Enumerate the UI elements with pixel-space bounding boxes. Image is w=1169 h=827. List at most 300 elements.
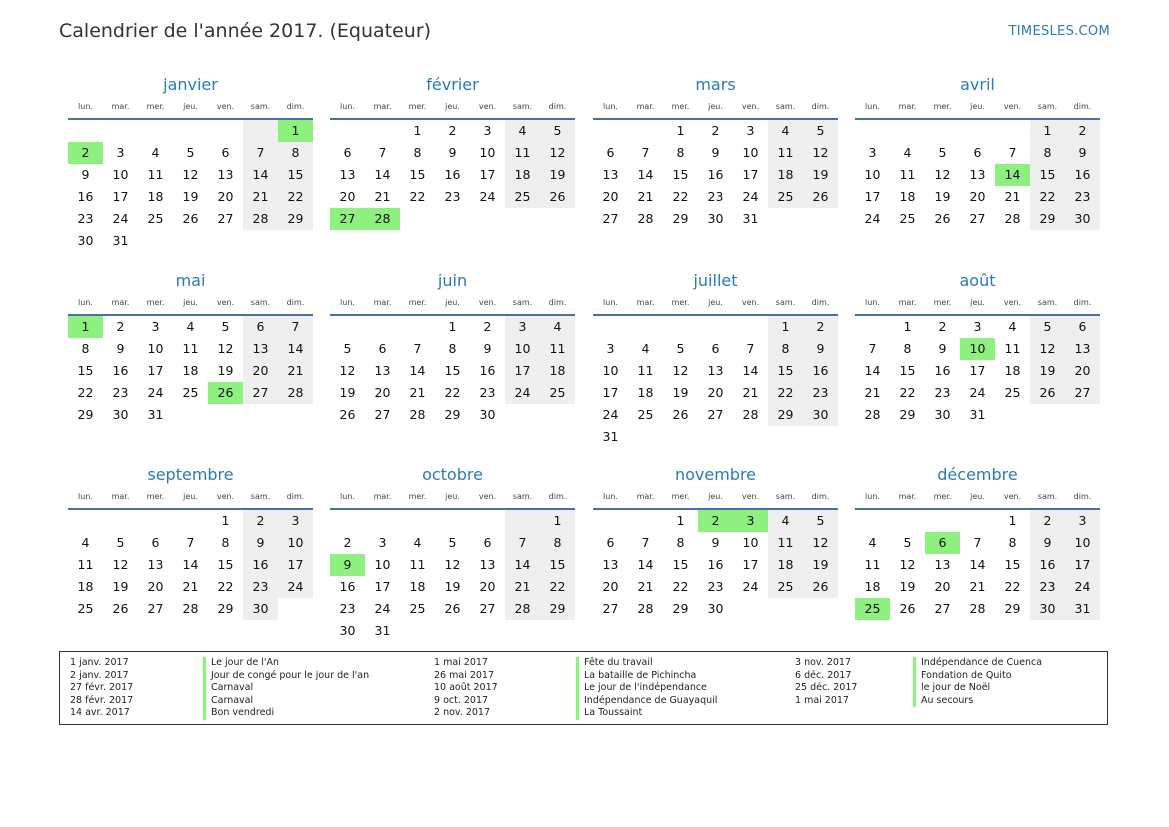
day-cell: 20: [1065, 360, 1100, 382]
day-cell: 26: [112, 601, 129, 616]
weekday-label: dim.: [548, 492, 567, 501]
day-cell: 19: [934, 189, 951, 204]
weekday-label: mer.: [671, 102, 690, 111]
day-grid: [330, 316, 575, 426]
day-cell: 1: [903, 319, 912, 334]
day-cell: 24: [864, 211, 881, 226]
weekday-label: mer.: [933, 492, 952, 501]
legend-date: 25 déc. 2017: [795, 682, 858, 694]
day-grid: [68, 510, 313, 620]
empty-cell: [68, 120, 103, 142]
weekday-header: [593, 486, 838, 510]
day-cell: 5: [803, 120, 838, 142]
day-cell: 22: [672, 189, 689, 204]
day-cell: 13: [479, 557, 496, 572]
day-cell: 6: [606, 535, 615, 550]
day-cell: 11: [182, 341, 199, 356]
empty-cell: [628, 120, 663, 142]
day-grid: [68, 120, 313, 252]
day-cell: 15: [672, 167, 689, 182]
day-cell: 5: [186, 145, 195, 160]
day-cell: 11: [505, 142, 540, 164]
day-cell: 12: [672, 363, 689, 378]
day-cell: 29: [217, 601, 234, 616]
day-cell: 15: [672, 557, 689, 572]
day-cell: 25: [77, 601, 94, 616]
empty-cell: [593, 120, 628, 142]
empty-cell: [138, 120, 173, 142]
day-grid: [593, 120, 838, 230]
day-cell: 31: [1065, 598, 1100, 620]
weekday-label: sam.: [775, 102, 796, 111]
day-cell: 29: [1030, 208, 1065, 230]
day-cell: 23: [479, 385, 496, 400]
weekday-label: jeu.: [183, 102, 198, 111]
day-cell: 27: [330, 208, 365, 230]
day-cell: 22: [77, 385, 94, 400]
day-cell: 21: [637, 189, 654, 204]
day-cell: 28: [742, 407, 759, 422]
empty-cell: [995, 120, 1030, 142]
day-cell: 28: [182, 601, 199, 616]
day-cell: 3: [378, 535, 387, 550]
empty-cell: [890, 120, 925, 142]
day-cell: 9: [116, 341, 125, 356]
day-cell: 5: [343, 341, 352, 356]
weekday-label: jeu.: [445, 298, 460, 307]
day-cell: 8: [278, 142, 313, 164]
empty-cell: [628, 426, 663, 448]
weekday-label: mar.: [373, 492, 392, 501]
day-cell: 19: [112, 579, 129, 594]
empty-cell: [540, 620, 575, 642]
day-cell: 22: [444, 385, 461, 400]
legend-name: Le jour de l'An: [211, 657, 280, 668]
day-cell: 21: [182, 579, 199, 594]
day-cell: 1: [413, 123, 422, 138]
day-cell: 21: [864, 385, 881, 400]
weekday-label: dim.: [286, 102, 305, 111]
day-cell: 6: [483, 535, 492, 550]
day-cell: 23: [707, 189, 724, 204]
day-cell: 29: [540, 598, 575, 620]
day-cell: 26: [540, 186, 575, 208]
weekday-header: [855, 486, 1100, 510]
empty-cell: [855, 510, 890, 532]
weekday-label: sam.: [250, 102, 271, 111]
weekday-label: jeu.: [183, 492, 198, 501]
day-cell: 26: [339, 407, 356, 422]
day-cell: 4: [81, 535, 90, 550]
weekday-label: lun.: [865, 298, 880, 307]
month-11: [593, 464, 838, 620]
day-cell: 17: [112, 189, 129, 204]
day-cell: 18: [182, 363, 199, 378]
legend-date: 14 avr. 2017: [70, 707, 130, 719]
empty-cell: [243, 230, 278, 252]
weekday-label: lun.: [865, 492, 880, 501]
day-cell: 17: [278, 554, 313, 576]
day-cell: 2: [1065, 120, 1100, 142]
empty-cell: [768, 598, 803, 620]
day-cell: 31: [602, 429, 619, 444]
day-cell: 8: [768, 338, 803, 360]
empty-cell: [593, 316, 628, 338]
day-cell: 10: [479, 145, 496, 160]
day-cell: 21: [1004, 189, 1021, 204]
day-grid: [855, 316, 1100, 426]
day-cell: 17: [505, 360, 540, 382]
day-cell: 14: [864, 363, 881, 378]
day-cell: 19: [444, 579, 461, 594]
day-cell: 25: [409, 601, 426, 616]
weekday-header: [330, 96, 575, 120]
day-cell: 26: [934, 211, 951, 226]
day-cell: 31: [112, 233, 129, 248]
weekday-label: ven.: [741, 298, 760, 307]
day-cell: 23: [1065, 186, 1100, 208]
weekday-label: lun.: [603, 298, 618, 307]
day-cell: 18: [77, 579, 94, 594]
day-cell: 28: [409, 407, 426, 422]
day-cell: 6: [925, 532, 960, 554]
day-cell: 24: [742, 579, 759, 594]
empty-cell: [505, 404, 540, 426]
day-cell: 8: [540, 532, 575, 554]
day-cell: 23: [1030, 576, 1065, 598]
empty-cell: [698, 316, 733, 338]
day-cell: 16: [707, 167, 724, 182]
day-cell: 26: [182, 211, 199, 226]
day-cell: 3: [151, 319, 160, 334]
day-cell: 20: [374, 385, 391, 400]
weekday-label: mer.: [933, 298, 952, 307]
day-cell: 16: [479, 363, 496, 378]
day-cell: 21: [278, 360, 313, 382]
empty-cell: [400, 208, 435, 230]
legend-name: Au secours: [921, 694, 974, 706]
weekday-label: sam.: [250, 492, 271, 501]
day-cell: 8: [413, 145, 422, 160]
weekday-label: mar.: [373, 298, 392, 307]
day-cell: 19: [672, 385, 689, 400]
day-cell: 18: [864, 579, 881, 594]
day-cell: 9: [711, 145, 720, 160]
weekday-label: dim.: [1073, 298, 1092, 307]
day-cell: 27: [602, 211, 619, 226]
weekday-label: sam.: [1037, 492, 1058, 501]
day-cell: 5: [903, 535, 912, 550]
day-cell: 24: [112, 211, 129, 226]
empty-cell: [435, 208, 470, 230]
day-cell: 22: [217, 579, 234, 594]
day-cell: 10: [278, 532, 313, 554]
day-cell: 14: [409, 363, 426, 378]
day-cell: 30: [803, 404, 838, 426]
day-cell: 23: [77, 211, 94, 226]
day-cell: 14: [243, 164, 278, 186]
empty-cell: [400, 316, 435, 338]
empty-cell: [628, 316, 663, 338]
day-cell: 23: [803, 382, 838, 404]
day-cell: 25: [147, 211, 164, 226]
day-cell: 7: [641, 535, 650, 550]
day-cell: 8: [448, 341, 457, 356]
day-cell: 20: [147, 579, 164, 594]
day-cell: 4: [151, 145, 160, 160]
day-cell: 15: [768, 360, 803, 382]
weekday-label: mer.: [408, 298, 427, 307]
day-cell: 16: [803, 360, 838, 382]
month-title: juillet: [693, 271, 738, 290]
legend-date: 3 nov. 2017: [795, 657, 851, 668]
day-cell: 8: [1008, 535, 1017, 550]
day-cell: 23: [934, 385, 951, 400]
day-cell: 29: [899, 407, 916, 422]
day-cell: 8: [676, 535, 685, 550]
empty-cell: [505, 208, 540, 230]
weekday-header: [68, 486, 313, 510]
day-cell: 10: [864, 167, 881, 182]
empty-cell: [243, 404, 278, 426]
weekday-label: ven.: [741, 492, 760, 501]
site-link[interactable]: TIMESLES.COM: [1008, 24, 1110, 39]
day-cell: 16: [1030, 554, 1065, 576]
day-cell: 4: [413, 535, 422, 550]
day-cell: 1: [68, 316, 103, 338]
day-cell: 11: [768, 142, 803, 164]
day-cell: 19: [803, 554, 838, 576]
empty-cell: [470, 208, 505, 230]
weekday-label: sam.: [1037, 102, 1058, 111]
day-cell: 11: [768, 532, 803, 554]
day-cell: 3: [746, 123, 755, 138]
weekday-label: dim.: [1073, 102, 1092, 111]
empty-cell: [1030, 404, 1065, 426]
day-cell: 11: [637, 363, 654, 378]
legend-date: 10 août 2017: [434, 682, 498, 694]
weekday-label: ven.: [478, 492, 497, 501]
day-cell: 7: [973, 535, 982, 550]
weekday-label: mar.: [373, 102, 392, 111]
day-cell: 21: [409, 385, 426, 400]
day-cell: 3: [606, 341, 615, 356]
day-cell: 24: [374, 601, 391, 616]
empty-cell: [890, 510, 925, 532]
weekday-label: jeu.: [970, 298, 985, 307]
day-cell: 30: [707, 601, 724, 616]
day-cell: 4: [1008, 319, 1017, 334]
weekday-label: lun.: [78, 298, 93, 307]
day-cell: 2: [803, 316, 838, 338]
day-cell: 19: [182, 189, 199, 204]
day-cell: 13: [217, 167, 234, 182]
day-cell: 2: [938, 319, 947, 334]
legend-date: 1 mai 2017: [795, 694, 849, 706]
day-cell: 21: [969, 579, 986, 594]
legend-names-col-1: [203, 657, 369, 720]
weekday-label: lun.: [78, 102, 93, 111]
day-cell: 1: [448, 319, 457, 334]
day-cell: 30: [479, 407, 496, 422]
day-cell: 9: [483, 341, 492, 356]
day-cell: 27: [243, 382, 278, 404]
weekday-label: jeu.: [708, 298, 723, 307]
legend-dates-col-2: [434, 657, 498, 720]
legend-date: 1 janv. 2017: [70, 657, 129, 668]
weekday-label: sam.: [512, 492, 533, 501]
day-cell: 4: [868, 535, 877, 550]
day-cell: 7: [746, 341, 755, 356]
legend-name: Bon vendredi: [211, 707, 275, 719]
day-grid: [593, 316, 838, 448]
day-cell: 25: [540, 382, 575, 404]
day-cell: 6: [711, 341, 720, 356]
day-cell: 15: [540, 554, 575, 576]
weekday-label: dim.: [286, 298, 305, 307]
day-cell: 2: [1030, 510, 1065, 532]
empty-cell: [330, 316, 365, 338]
day-cell: 17: [742, 557, 759, 572]
day-cell: 6: [973, 145, 982, 160]
legend-date: 28 févr. 2017: [70, 694, 134, 706]
weekday-label: sam.: [1037, 298, 1058, 307]
day-cell: 17: [1065, 554, 1100, 576]
day-cell: 28: [637, 211, 654, 226]
empty-cell: [208, 120, 243, 142]
day-cell: 2: [68, 142, 103, 164]
day-cell: 22: [278, 186, 313, 208]
weekday-label: mer.: [146, 492, 165, 501]
day-cell: 12: [217, 341, 234, 356]
day-cell: 16: [934, 363, 951, 378]
day-cell: 30: [707, 211, 724, 226]
day-cell: 18: [899, 189, 916, 204]
empty-cell: [435, 510, 470, 532]
day-cell: 12: [934, 167, 951, 182]
month-title: avril: [960, 75, 995, 94]
weekday-header: [330, 292, 575, 316]
empty-cell: [138, 510, 173, 532]
day-cell: 1: [768, 316, 803, 338]
weekday-label: mer.: [671, 298, 690, 307]
month-7: [593, 270, 838, 448]
weekday-label: jeu.: [445, 102, 460, 111]
day-cell: 8: [81, 341, 90, 356]
day-cell: 27: [707, 407, 724, 422]
month-1: [68, 74, 313, 252]
day-cell: 16: [707, 557, 724, 572]
month-title: août: [959, 271, 996, 290]
weekday-label: jeu.: [445, 492, 460, 501]
day-cell: 14: [995, 164, 1030, 186]
month-5: [68, 270, 313, 426]
day-cell: 14: [742, 363, 759, 378]
day-cell: 14: [505, 554, 540, 576]
day-cell: 1: [540, 510, 575, 532]
weekday-label: mar.: [636, 492, 655, 501]
day-cell: 21: [637, 579, 654, 594]
weekday-label: dim.: [811, 298, 830, 307]
day-cell: 7: [641, 145, 650, 160]
day-cell: 12: [339, 363, 356, 378]
day-cell: 19: [1030, 360, 1065, 382]
day-cell: 2: [698, 510, 733, 532]
day-cell: 13: [934, 557, 951, 572]
empty-cell: [330, 510, 365, 532]
empty-cell: [803, 426, 838, 448]
day-cell: 28: [969, 601, 986, 616]
day-cell: 26: [444, 601, 461, 616]
day-cell: 9: [803, 338, 838, 360]
weekday-label: lun.: [603, 492, 618, 501]
day-cell: 12: [803, 532, 838, 554]
day-cell: 22: [1030, 186, 1065, 208]
empty-cell: [365, 316, 400, 338]
day-cell: 22: [409, 189, 426, 204]
legend-name: Carnaval: [211, 682, 254, 694]
empty-cell: [540, 404, 575, 426]
weekday-label: ven.: [478, 102, 497, 111]
day-cell: 22: [1004, 579, 1021, 594]
day-cell: 27: [969, 211, 986, 226]
day-cell: 16: [444, 167, 461, 182]
month-10: [330, 464, 575, 642]
day-cell: 5: [803, 510, 838, 532]
day-cell: 20: [243, 360, 278, 382]
weekday-header: [593, 96, 838, 120]
day-cell: 23: [339, 601, 356, 616]
day-cell: 1: [1008, 513, 1017, 528]
weekday-label: sam.: [512, 298, 533, 307]
weekday-label: mar.: [898, 492, 917, 501]
day-cell: 29: [278, 208, 313, 230]
day-cell: 16: [77, 189, 94, 204]
day-cell: 24: [278, 576, 313, 598]
day-cell: 3: [1065, 510, 1100, 532]
legend-name: Fondation de Quito: [921, 669, 1012, 681]
day-cell: 15: [217, 557, 234, 572]
day-cell: 15: [1030, 164, 1065, 186]
day-cell: 31: [742, 211, 759, 226]
day-cell: 27: [934, 601, 951, 616]
day-cell: 22: [768, 382, 803, 404]
weekday-label: ven.: [1003, 102, 1022, 111]
empty-cell: [733, 426, 768, 448]
day-cell: 18: [540, 360, 575, 382]
day-cell: 3: [483, 123, 492, 138]
weekday-label: jeu.: [708, 102, 723, 111]
day-cell: 17: [479, 167, 496, 182]
day-cell: 10: [112, 167, 129, 182]
weekday-label: dim.: [811, 492, 830, 501]
empty-cell: [365, 510, 400, 532]
empty-cell: [628, 510, 663, 532]
day-cell: 14: [637, 167, 654, 182]
day-cell: 25: [505, 186, 540, 208]
weekday-header: [68, 292, 313, 316]
day-cell: 24: [742, 189, 759, 204]
month-2: [330, 74, 575, 230]
empty-cell: [505, 620, 540, 642]
day-cell: 3: [505, 316, 540, 338]
day-cell: 10: [602, 363, 619, 378]
empty-cell: [855, 120, 890, 142]
day-cell: 16: [243, 554, 278, 576]
day-cell: 2: [448, 123, 457, 138]
day-cell: 25: [637, 407, 654, 422]
day-cell: 31: [374, 623, 391, 638]
